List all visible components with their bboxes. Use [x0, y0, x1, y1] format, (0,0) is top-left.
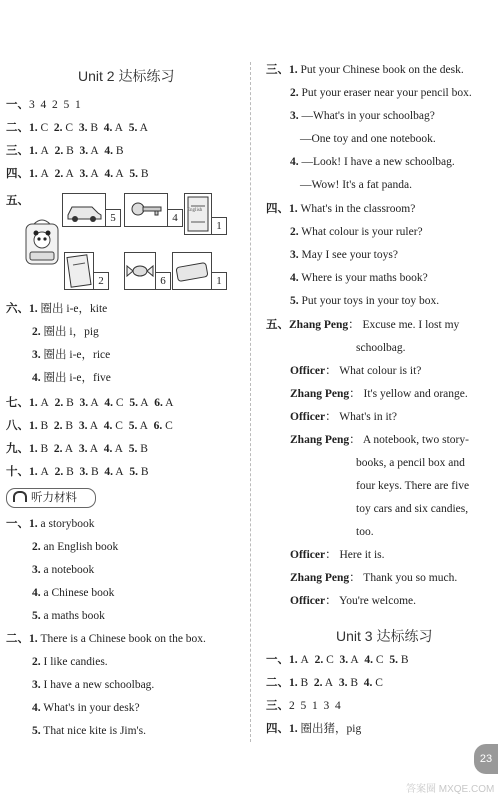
r-section-3-line-4: —One toy and one notebook.	[300, 133, 436, 145]
toy-car-picture	[62, 193, 106, 227]
u2-section-8: 八、1. B 2. B 3. A 4. C 5. A 6. C	[6, 420, 173, 432]
dialog-line-7: books, a pencil box and	[356, 457, 465, 469]
u2-section-2: 二、1. C 2. C 3. B 4. A 5. A	[6, 122, 148, 134]
u3-section-3: 三、2 5 1 3 4	[266, 700, 341, 712]
r-section-4-line-5: 5. Put your toys in your toy box.	[290, 295, 440, 307]
r-section-4-line-1: 四、1. What's in the classroom?	[266, 203, 416, 215]
r-section-4-line-3: 3. May I see your toys?	[290, 249, 398, 261]
u3-section-2: 二、1. B 2. A 3. B 4. C	[266, 677, 383, 689]
dialog-line-6: Zhang Peng： A notebook, two story-	[290, 434, 469, 446]
answer-box: 5	[105, 209, 121, 227]
dialog-line-5: Officer： What's in it?	[290, 411, 397, 423]
u2-section-1: 一、3 4 2 5 1	[6, 99, 81, 111]
u3-section-1: 一、1. A 2. C 3. A 4. C 5. B	[266, 654, 409, 666]
listening-2-line-1: 二、1. There is a Chinese book on the box.	[6, 633, 206, 645]
u2-section-6-line-1: 六、1. 圈出 i-e，kite	[6, 303, 108, 315]
answer-box: 2	[93, 272, 109, 290]
dialog-line-10: too.	[356, 526, 374, 538]
dialog-line-13: Officer： You're welcome.	[290, 595, 416, 607]
listening-1-line-2: 2. an English book	[32, 541, 119, 553]
r-section-4-line-2: 2. What colour is your ruler?	[290, 226, 423, 238]
r-section-3-line-5: 4. —Look! I have a new schoolbag.	[290, 156, 455, 168]
dialog-line-9: toy cars and six candies,	[356, 503, 469, 515]
book-text: English	[187, 208, 203, 213]
english-book-picture	[184, 193, 212, 235]
dialog-line-12: Zhang Peng： Thank you so much.	[290, 572, 458, 584]
listening-2-line-4: 4. What's in your desk?	[32, 702, 140, 714]
dialog-line-1: 五、Zhang Peng： Excuse me. I lost my	[266, 319, 460, 331]
r-section-3-line-1: 三、1. Put your Chinese book on the desk.	[266, 64, 464, 76]
u2-section-6-line-3: 3. 圈出 i-e，rice	[32, 349, 111, 361]
unit3-title: Unit 3 达标练习	[336, 628, 433, 644]
u2-section-7: 七、1. A 2. B 3. A 4. C 5. A 6. A	[6, 397, 174, 409]
u2-section-9: 九、1. B 2. A 3. A 4. A 5. B	[6, 443, 148, 455]
listening-2-line-3: 3. I have a new schoolbag.	[32, 679, 155, 691]
u2-section-3: 三、1. A 2. B 3. A 4. B	[6, 145, 124, 157]
r-section-3-line-3: 3. —What's in your schoolbag?	[290, 110, 435, 122]
column-divider	[250, 62, 251, 742]
page-number-tab	[474, 744, 498, 774]
dialog-line-4: Zhang Peng： It's yellow and orange.	[290, 388, 468, 400]
u2-section-10: 十、1. A 2. B 3. B 4. A 5. B	[6, 466, 149, 478]
key-picture	[124, 193, 168, 227]
headphones-icon	[13, 491, 27, 502]
u2-section-5-mark: 五、	[6, 195, 29, 207]
page-number: 23	[479, 753, 493, 765]
u3-section-4: 四、1. 圈出猪，pig	[266, 723, 362, 735]
listening-1-line-1: 一、1. a storybook	[6, 518, 95, 530]
answer-box: 4	[167, 209, 183, 227]
r-section-3-line-6: —Wow! It's a fat panda.	[300, 179, 412, 191]
answer-box: 6	[155, 272, 171, 290]
listening-1-line-4: 4. a Chinese book	[32, 587, 115, 599]
listening-1-line-5: 5. a maths book	[32, 610, 105, 622]
r-section-4-line-4: 4. Where is your maths book?	[290, 272, 428, 284]
u2-section-6-line-2: 2. 圈出 i，pig	[32, 326, 99, 338]
u2-section-6-line-4: 4. 圈出 i-e，five	[32, 372, 111, 384]
schoolbag-picture	[22, 218, 62, 268]
dialog-line-11: Officer： Here it is.	[290, 549, 385, 561]
watermark: 答案圈 MXQE.COM	[406, 784, 495, 795]
dialog-line-8: four keys. There are five	[356, 480, 470, 492]
dialog-line-3: Officer： What colour is it?	[290, 365, 422, 377]
listening-badge-label: 听力材料	[31, 492, 77, 504]
answer-box: 1	[211, 217, 227, 235]
storybook-picture	[64, 252, 94, 290]
unit2-title: Unit 2 达标练习	[78, 68, 175, 84]
listening-2-line-5: 5. That nice kite is Jim's.	[32, 725, 146, 737]
r-section-3-line-2: 2. Put your eraser near your pencil box.	[290, 87, 472, 99]
answer-box: 1	[211, 272, 227, 290]
u2-section-4: 四、1. A 2. A 3. A 4. A 5. B	[6, 168, 149, 180]
listening-1-line-3: 3. a notebook	[32, 564, 95, 576]
pencil-box-picture	[172, 252, 212, 290]
listening-material-badge	[6, 488, 96, 508]
listening-2-line-2: 2. I like candies.	[32, 656, 108, 668]
candy-picture	[124, 252, 156, 290]
dialog-line-2: schoolbag.	[356, 342, 406, 354]
